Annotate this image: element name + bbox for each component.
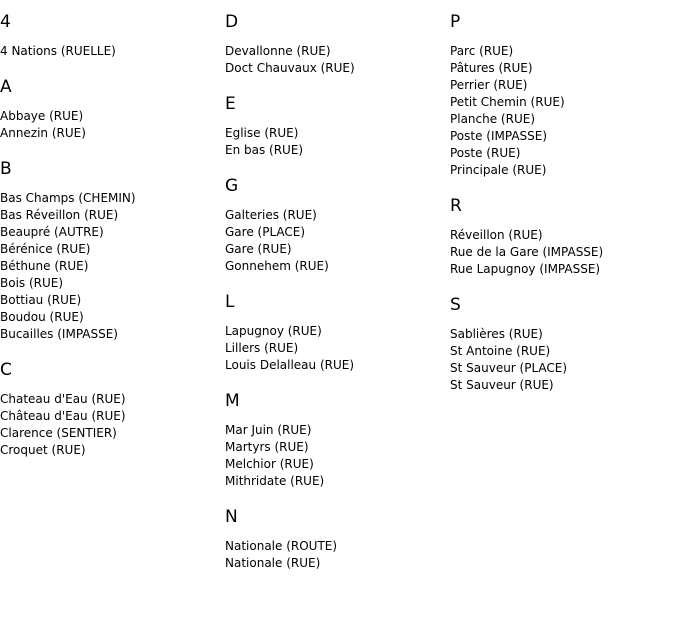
letter-heading: N bbox=[225, 507, 238, 527]
street-list bbox=[450, 43, 670, 179]
street-item: Bottiau (RUE) bbox=[0, 293, 82, 307]
street-item: Devallonne (RUE) bbox=[225, 44, 331, 58]
letter-section-c bbox=[0, 359, 220, 459]
street-item: Rue Lapugnoy (IMPASSE) bbox=[450, 262, 601, 276]
street-item: Planche (RUE) bbox=[450, 112, 535, 126]
street-item: Beaupré (AUTRE) bbox=[0, 225, 104, 239]
street-item: Doct Chauvaux (RUE) bbox=[225, 61, 355, 75]
street-item: St Antoine (RUE) bbox=[450, 344, 551, 358]
street-item: Lapugnoy (RUE) bbox=[225, 324, 322, 338]
letter-section-4 bbox=[0, 11, 220, 60]
street-item: St Sauveur (RUE) bbox=[450, 378, 554, 392]
street-item: Bois (RUE) bbox=[0, 276, 64, 290]
street-item: Nationale (RUE) bbox=[225, 556, 321, 570]
letter-section-l bbox=[225, 291, 445, 374]
street-item: Chateau d'Eau (RUE) bbox=[0, 392, 126, 406]
letter-section-s bbox=[450, 294, 670, 394]
street-list bbox=[450, 326, 670, 394]
street-item: Clarence (SENTIER) bbox=[0, 426, 117, 440]
letter-heading: D bbox=[225, 12, 239, 32]
letter-heading: S bbox=[450, 295, 461, 315]
letter-section-e bbox=[225, 93, 445, 159]
street-item: Poste (IMPASSE) bbox=[450, 129, 548, 143]
street-item: Mar Juin (RUE) bbox=[225, 423, 312, 437]
letter-heading: C bbox=[0, 360, 12, 380]
letter-section-g bbox=[225, 175, 445, 275]
street-list bbox=[225, 422, 445, 490]
letter-heading: R bbox=[450, 196, 462, 216]
street-item: Croquet (RUE) bbox=[0, 443, 86, 457]
street-item: Galteries (RUE) bbox=[225, 208, 317, 222]
street-item: Pâtures (RUE) bbox=[450, 61, 533, 75]
letter-heading: G bbox=[225, 176, 239, 196]
street-item: Château d'Eau (RUE) bbox=[0, 409, 126, 423]
street-item: Lillers (RUE) bbox=[225, 341, 299, 355]
street-item: Bucailles (IMPASSE) bbox=[0, 327, 118, 341]
letter-heading: A bbox=[0, 77, 12, 97]
street-item: Rue de la Gare (IMPASSE) bbox=[450, 245, 604, 259]
street-item: Gonnehem (RUE) bbox=[225, 259, 329, 273]
letter-section-d bbox=[225, 11, 445, 77]
street-item: Nationale (ROUTE) bbox=[225, 539, 338, 553]
street-item: Poste (RUE) bbox=[450, 146, 521, 160]
letter-heading: 4 bbox=[0, 12, 11, 32]
street-item: Gare (PLACE) bbox=[225, 225, 306, 239]
street-list bbox=[450, 227, 670, 278]
street-list bbox=[0, 190, 220, 343]
street-item: Mithridate (RUE) bbox=[225, 474, 325, 488]
street-item: En bas (RUE) bbox=[225, 143, 304, 157]
letter-section-b bbox=[0, 158, 220, 343]
street-list bbox=[0, 108, 220, 142]
street-item: Bas Réveillon (RUE) bbox=[0, 208, 119, 222]
street-item: Melchior (RUE) bbox=[225, 457, 314, 471]
letter-heading: L bbox=[225, 292, 235, 312]
letter-section-p bbox=[450, 11, 670, 179]
letter-heading: E bbox=[225, 94, 236, 114]
street-item: Sablières (RUE) bbox=[450, 327, 543, 341]
street-item: Parc (RUE) bbox=[450, 44, 514, 58]
street-item: Perrier (RUE) bbox=[450, 78, 528, 92]
column-2 bbox=[225, 11, 445, 588]
street-item: Petit Chemin (RUE) bbox=[450, 95, 565, 109]
street-list bbox=[225, 43, 445, 77]
street-list bbox=[225, 125, 445, 159]
street-item: Bérénice (RUE) bbox=[0, 242, 91, 256]
column-1 bbox=[0, 11, 220, 475]
street-item: Abbaye (RUE) bbox=[0, 109, 84, 123]
street-item: Eglise (RUE) bbox=[225, 126, 299, 140]
street-item: Annezin (RUE) bbox=[0, 126, 86, 140]
street-list bbox=[225, 323, 445, 374]
street-item: Boudou (RUE) bbox=[0, 310, 84, 324]
letter-section-r bbox=[450, 195, 670, 278]
letter-section-n bbox=[225, 506, 445, 572]
street-item: Gare (RUE) bbox=[225, 242, 292, 256]
street-item: Bas Champs (CHEMIN) bbox=[0, 191, 136, 205]
column-3 bbox=[450, 11, 670, 410]
letter-heading: B bbox=[0, 159, 12, 179]
street-list bbox=[0, 43, 220, 60]
street-item: Louis Delalleau (RUE) bbox=[225, 358, 355, 372]
street-item: Béthune (RUE) bbox=[0, 259, 89, 273]
letter-section-m bbox=[225, 390, 445, 490]
street-item: Principale (RUE) bbox=[450, 163, 547, 177]
street-list bbox=[0, 391, 220, 459]
street-list bbox=[225, 207, 445, 275]
letter-heading: M bbox=[225, 391, 240, 411]
letter-heading: P bbox=[450, 12, 461, 32]
street-item: Martyrs (RUE) bbox=[225, 440, 309, 454]
letter-section-a bbox=[0, 76, 220, 142]
street-item: Réveillon (RUE) bbox=[450, 228, 543, 242]
street-item: St Sauveur (PLACE) bbox=[450, 361, 568, 375]
street-item: 4 Nations (RUELLE) bbox=[0, 44, 116, 58]
street-list bbox=[225, 538, 445, 572]
